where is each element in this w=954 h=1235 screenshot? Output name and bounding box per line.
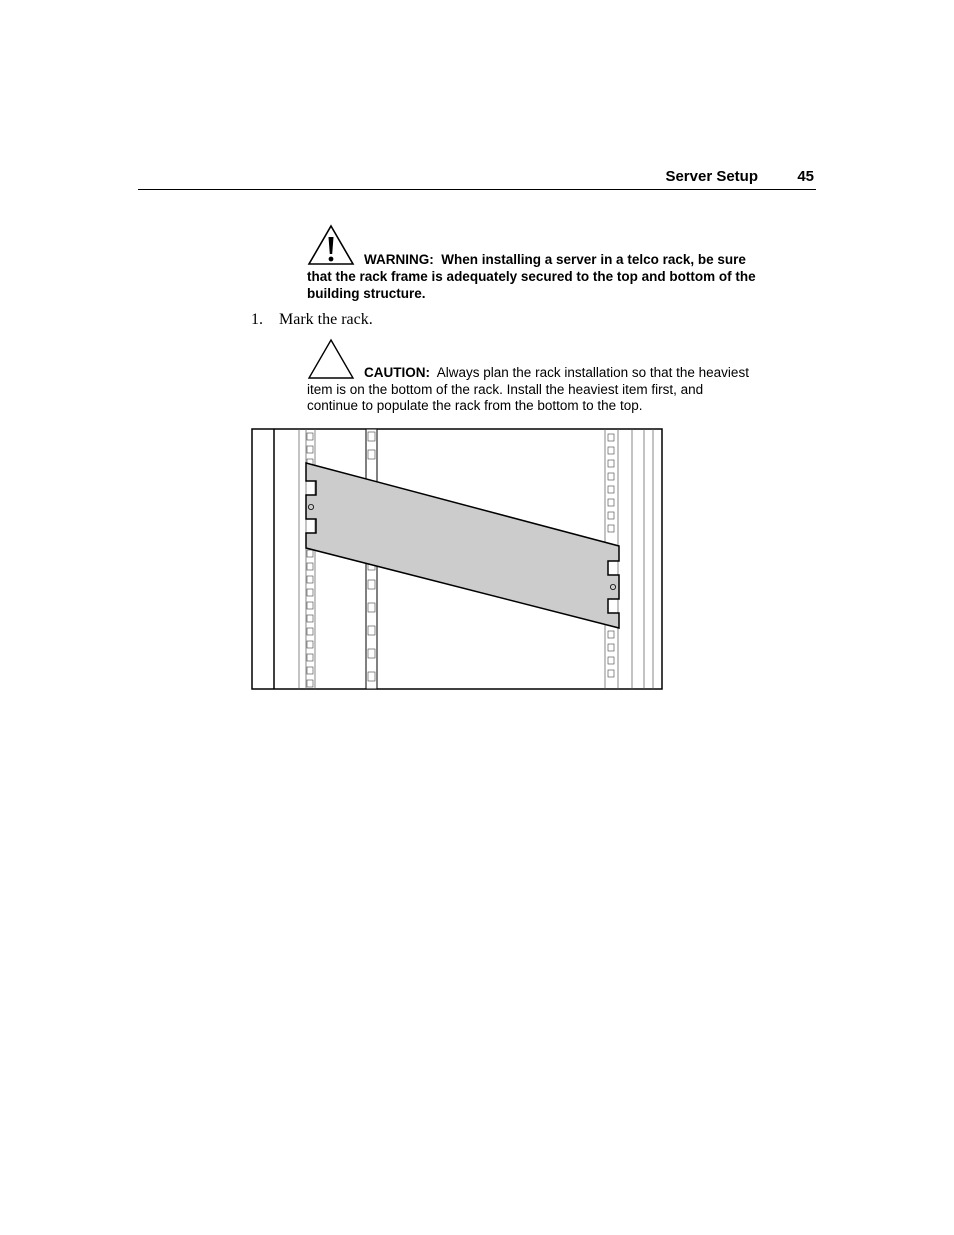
warning-text: When installing a server in a telco rack, be sure that the rack frame is adequately secured to the top and bottom of the building structure. bbox=[307, 252, 756, 301]
warning-notice bbox=[307, 251, 757, 302]
warning-label: WARNING: bbox=[364, 252, 434, 267]
rack-template-illustration bbox=[251, 428, 665, 693]
header-rule bbox=[138, 189, 816, 190]
running-header-title: Server Setup bbox=[665, 168, 758, 185]
caution-notice bbox=[307, 365, 757, 415]
step-item bbox=[251, 311, 373, 329]
step-number: 1. bbox=[251, 311, 263, 328]
step-text: Mark the rack. bbox=[279, 311, 373, 328]
caution-label: CAUTION: bbox=[364, 365, 430, 380]
page-number: 45 bbox=[797, 168, 814, 185]
caution-text: Always plan the rack installation so that the heaviest item is on the bottom of the rack. Install the heaviest item first, and continue to populate the rack from the bottom to the top. bbox=[307, 365, 749, 413]
